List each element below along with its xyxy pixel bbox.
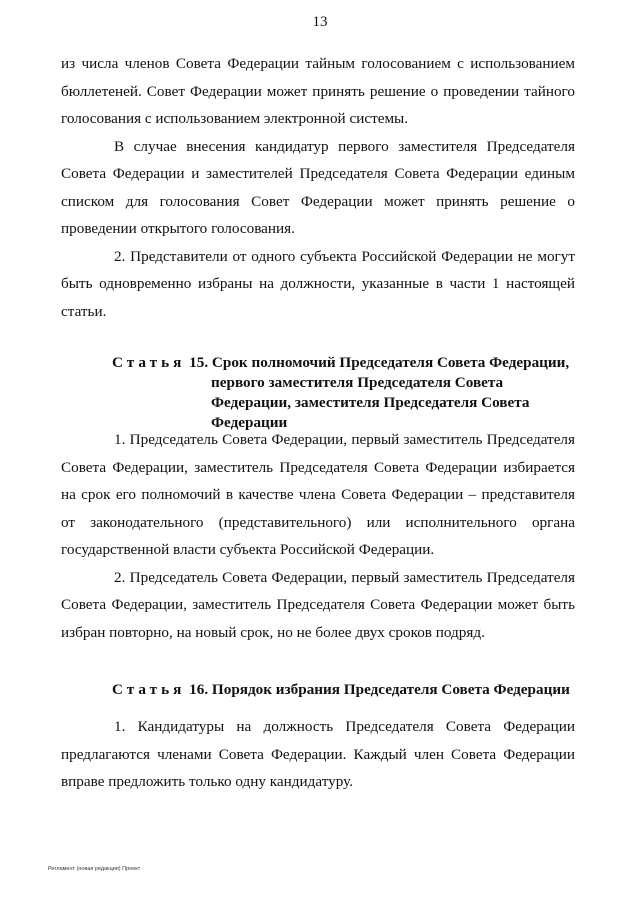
paragraph: 2. Председатель Совета Федерации, первый заместитель Председателя Совета Федерации, заместитель Председателя Совета Федерации может быть избран повторно, на новый срок, но не более двух сроков подряд.: [61, 568, 575, 641]
article-15-heading: [112, 353, 582, 433]
paragraph: из числа членов Совета Федерации тайным голосованием с использованием бюллетеней. Совет Федерации может принять решение о проведении тайного голосования с использованием электронной системы.: [61, 55, 575, 127]
article-title-line: Федерации, заместителя Председателя Совета: [211, 394, 530, 411]
paragraph-block-article-14-continued: [61, 50, 575, 325]
article-title-line: Срок полномочий Председателя Совета Федерации,: [211, 354, 570, 371]
page-number: 13: [312, 14, 328, 30]
article-number: 16.: [189, 681, 209, 698]
paragraph: 1. Председатель Совета Федерации, первый заместитель Председателя Совета Федерации, заместитель Председателя Совета Федерации избирается на срок его полномочий в качестве члена Совета Федерации – представителя от законодательного (представительного) или исполнительного органа государственной власти субъекта Российской Федерации.: [61, 431, 575, 558]
article-number: 15.: [189, 354, 209, 371]
footer-note: Регламент (новая редакция) Проект: [48, 866, 141, 872]
article-title: Порядок избрания Председателя Совета Федерации: [211, 681, 570, 698]
article-16-heading: [112, 680, 582, 700]
article-label: Статья: [112, 354, 186, 371]
paragraph: 1. Кандидатуры на должность Председателя Совета Федерации предлагаются членами Совета Федерации. Каждый член Совета Федерации вправе предложить только одну кандидатуру.: [61, 718, 575, 790]
article-label: Статья: [112, 681, 186, 698]
article-16-body: [61, 713, 575, 796]
article-title-line: Федерации: [211, 414, 288, 431]
paragraph: 2. Представители от одного субъекта Российской Федерации не могут быть одновременно избраны на должности, указанные в части 1 настоящей статьи.: [61, 247, 575, 320]
paragraph: В случае внесения кандидатур первого заместителя Председателя Совета Федерации и заместителей Председателя Совета Федерации единым списком для голосования Совет Федерации может принять решение о проведении открытого голосования.: [61, 137, 575, 237]
article-title-line: первого заместителя Председателя Совета: [211, 374, 504, 391]
article-15-body: [61, 426, 575, 646]
